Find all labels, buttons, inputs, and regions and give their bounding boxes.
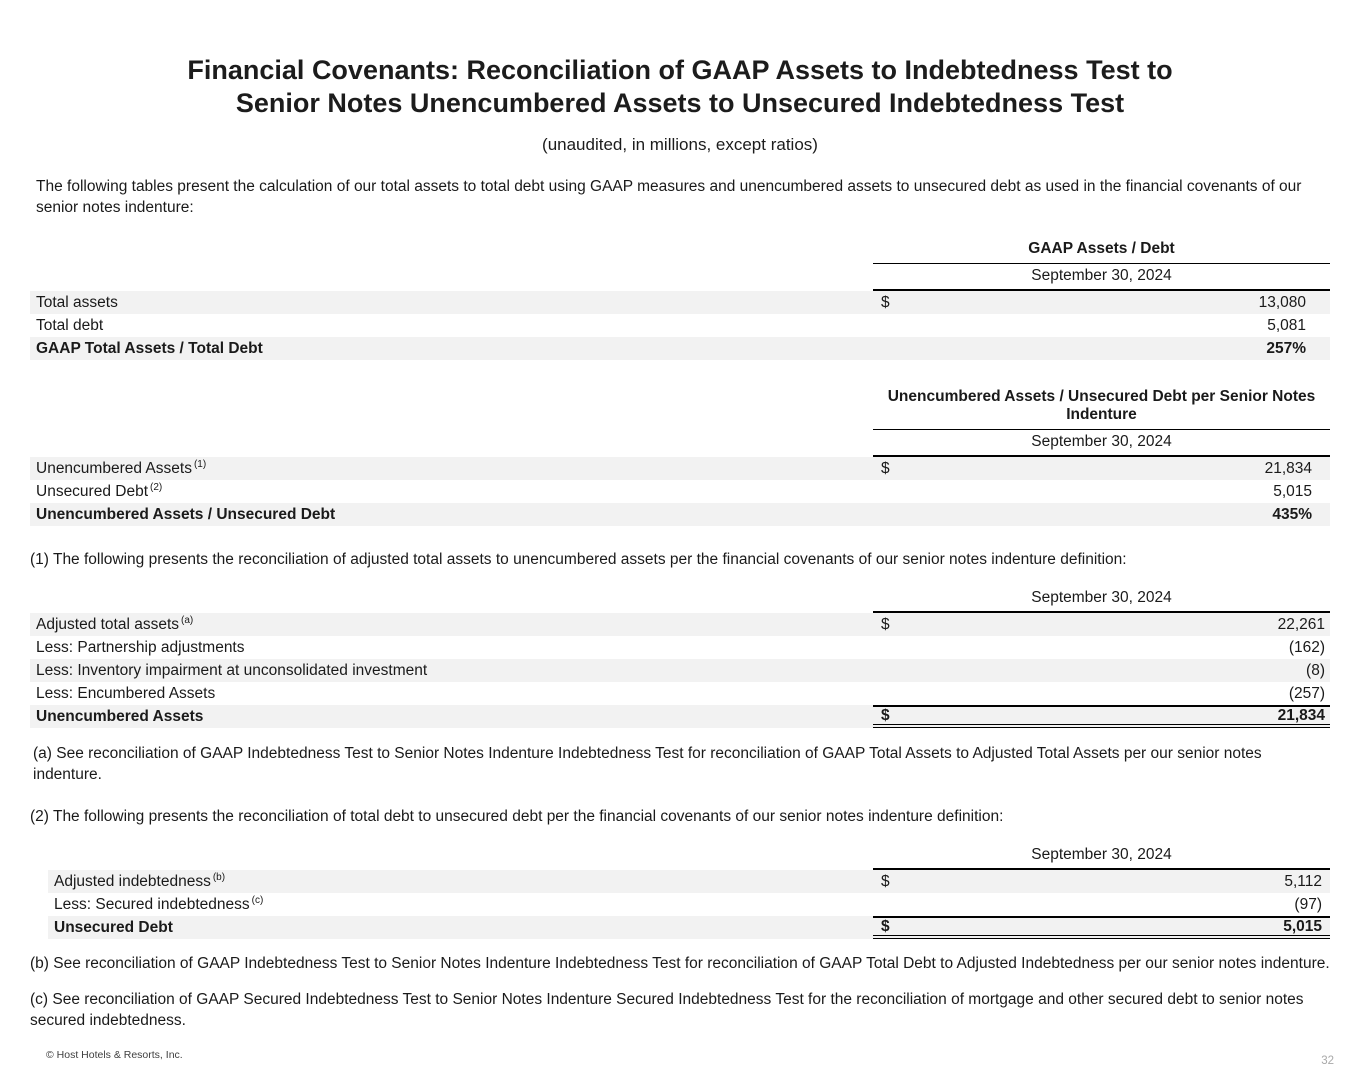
table-date-header: September 30, 2024: [873, 586, 1330, 613]
slide-content: [0, 54, 1365, 1031]
table-adjusted-total-assets: [30, 586, 1330, 728]
note-1: (1) The following presents the reconciliation of adjusted total assets to unencumbered assets per the financial covenants of our senior notes indenture definition:: [30, 551, 1127, 568]
row-amount: 5,015: [1273, 482, 1312, 500]
table-header: [30, 843, 1330, 870]
table-row-total: [48, 916, 1330, 939]
page-title: [30, 54, 1330, 120]
dollar-sign: $: [881, 459, 890, 477]
superscript: (2): [150, 481, 163, 493]
row-label: Adjusted total assets $^{(a)}$: [36, 614, 194, 634]
table-row: [30, 314, 1330, 337]
table-row-total: [30, 705, 1330, 728]
row-amount: (8): [1306, 661, 1325, 679]
row-amount: 21,834: [1277, 706, 1325, 724]
row-value: [873, 503, 1330, 526]
row-label: Less: Inventory impairment at unconsolidated investment: [36, 661, 428, 679]
row-value: [873, 682, 1330, 705]
intro-paragraph: The following tables present the calculation of our total assets to total debt using GAAP measures and unencumbered assets to unsecured debt as used in the financial covenants of our senior notes indenture:: [36, 178, 1302, 216]
table-title: Unencumbered Assets / Unsecured Debt per Senior Notes Indenture: [873, 388, 1330, 430]
row-amount: 5,112: [1284, 872, 1322, 890]
row-value: [873, 636, 1330, 659]
dollar-sign: $: [881, 293, 890, 311]
table-header: [30, 240, 1330, 291]
table-row: [30, 457, 1330, 480]
row-label: GAAP Total Assets / Total Debt: [36, 339, 263, 357]
dollar-sign: $: [881, 706, 890, 724]
row-amount: (162): [1288, 638, 1325, 656]
row-value: [873, 314, 1330, 337]
table-row: [30, 613, 1330, 636]
row-label: Unencumbered Assets: [36, 707, 204, 725]
row-label: Unsecured Debt $^{(2)}$: [36, 481, 163, 501]
table-row: [30, 480, 1330, 503]
page-number: 32: [1321, 1055, 1334, 1067]
table-row-total: [30, 503, 1330, 526]
row-value: [873, 893, 1330, 916]
dollar-sign: $: [881, 872, 890, 890]
footer-copyright: © Host Hotels & Resorts, Inc.: [46, 1049, 183, 1061]
table-row: [48, 870, 1330, 893]
note-a: (a) See reconciliation of GAAP Indebtedness Test to Senior Notes Indenture Indebtedness Test for reconciliation of GAAP Total Assets to Adjusted Total Assets per our senior notes indenture.: [33, 745, 1262, 783]
table-row: [48, 893, 1330, 916]
table-adjusted-indebtedness: [30, 843, 1330, 939]
row-value: [873, 659, 1330, 682]
row-label: Less: Encumbered Assets: [36, 684, 216, 702]
dollar-sign: $: [881, 917, 890, 935]
table-unencumbered-unsecured: [30, 388, 1330, 526]
row-label: Unencumbered Assets / Unsecured Debt: [36, 505, 336, 523]
superscript: (1): [193, 458, 207, 470]
table-title: GAAP Assets / Debt: [873, 240, 1330, 264]
row-amount: 5,081: [1267, 316, 1306, 334]
row-amount: 13,080: [1258, 293, 1306, 311]
table-row-total: [30, 337, 1330, 360]
row-value: [873, 457, 1330, 480]
table-header: [30, 388, 1330, 457]
row-amount: (97): [1294, 895, 1322, 913]
row-amount: 21,834: [1264, 459, 1312, 477]
table-row: [30, 291, 1330, 314]
row-amount: 435%: [1272, 505, 1312, 523]
row-value: [873, 480, 1330, 503]
table-header: [30, 586, 1330, 613]
row-label: Total assets: [36, 294, 118, 312]
row-value: [873, 870, 1330, 893]
row-amount: (257): [1288, 684, 1325, 702]
page-title-line1: Financial Covenants: Reconciliation of GAAP Assets to Indebtedness Test to: [187, 55, 1173, 85]
row-label: Unencumbered Assets $^{(1)}$: [36, 458, 207, 478]
superscript: (c): [251, 894, 264, 906]
table-date-header: September 30, 2024: [873, 264, 1330, 291]
table-date-header: September 30, 2024: [873, 430, 1330, 457]
table-row: [30, 659, 1330, 682]
table-row: [30, 636, 1330, 659]
table-row: [30, 682, 1330, 705]
row-value: [873, 705, 1330, 728]
row-label: Less: Secured indebtedness $^{(c)}$: [54, 894, 264, 914]
page-subtitle: (unaudited, in millions, except ratios): [542, 135, 818, 154]
row-value: [873, 291, 1330, 314]
table-date-header: September 30, 2024: [873, 843, 1330, 870]
table-gaap-assets-debt: [30, 240, 1330, 360]
note-c: (c) See reconciliation of GAAP Secured Indebtedness Test to Senior Notes Indenture Secured Indebtedness Test for the reconciliation of mortgage and other secured debt to senior notes secured indebtedness.: [30, 991, 1304, 1029]
superscript: (a): [181, 614, 194, 626]
row-label: Total debt: [36, 317, 104, 335]
row-amount: 22,261: [1277, 615, 1325, 633]
row-value: [873, 916, 1330, 939]
row-label: Less: Partnership adjustments: [36, 638, 245, 656]
page-title-line2: Senior Notes Unencumbered Assets to Unsecured Indebtedness Test: [235, 88, 1125, 118]
note-b: (b) See reconciliation of GAAP Indebtedness Test to Senior Notes Indenture Indebtedness Test for reconciliation of GAAP Total Debt to Adjusted Indebtedness per our senior notes indenture.: [30, 955, 1330, 972]
row-label: Adjusted indebtedness $^{(b)}$: [54, 871, 226, 891]
row-amount: 5,015: [1283, 917, 1322, 935]
row-value: [873, 337, 1330, 360]
row-amount: 257%: [1266, 339, 1306, 357]
row-value: [873, 613, 1330, 636]
dollar-sign: $: [881, 615, 890, 633]
superscript: (b): [212, 871, 226, 883]
row-label: Unsecured Debt: [54, 918, 173, 936]
note-2: (2) The following presents the reconciliation of total debt to unsecured debt per the financial covenants of our senior notes indenture definition:: [30, 808, 1004, 825]
